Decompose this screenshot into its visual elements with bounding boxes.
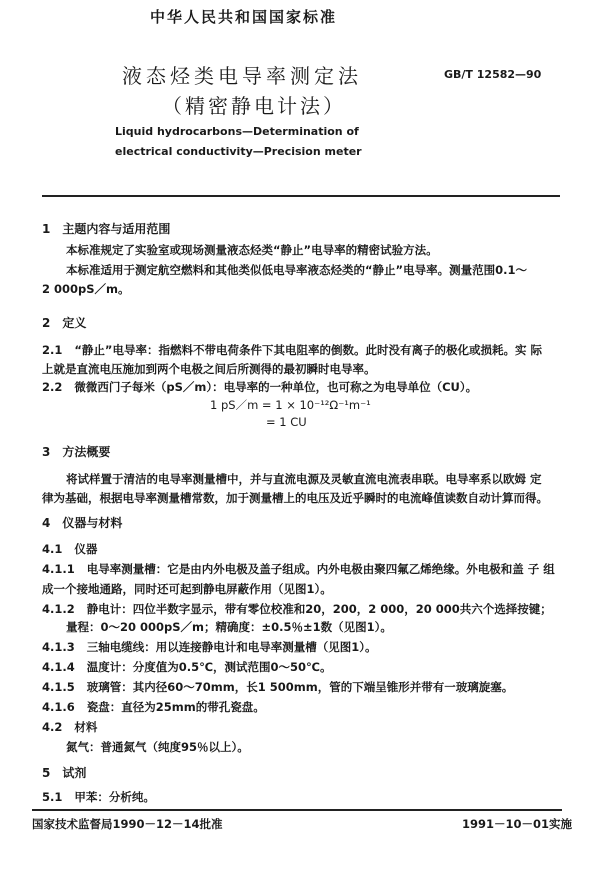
clause-4-1-1: 4.1.1 电导率测量槽：它是由内外电极及盖子组成。内外电极由聚四氟乙烯绝缘。外电极和盖 子 组 <box>42 562 555 576</box>
paragraph: 成一个接地通路，同时还可起到静电屏蔽作用（见图1）。 <box>42 582 332 596</box>
clause-4-1-6: 4.1.6 瓷盘：直径为25mm的带孔瓷盘。 <box>42 700 265 714</box>
clause-4-1-2: 4.1.2 静电计：四位半数字显示，带有零位校准和20，200，2 000，20 000共六个选择按键； <box>42 602 552 616</box>
clause-2-1: 2.1 “静止”电导率：指燃料不带电荷条件下其电阻率的倒数。此时没有离子的极化或损耗。实 际 <box>42 343 542 357</box>
clause-2-2: 2.2 微微西门子每米（pS／m）：电导率的一种单位，也可称之为电导单位（CU）。 <box>42 380 478 394</box>
paragraph: 将试样置于清洁的电导率测量槽中，并与直流电源及灵敏直流电流表串联。电导率系以欧姆 定 <box>66 472 542 486</box>
document-subtitle: （精密静电计法） <box>162 94 346 118</box>
document-title: 液态烃类电导率测定法 <box>122 64 362 88</box>
clause-4-2: 4.2 材料 <box>42 720 98 734</box>
header-divider <box>42 195 560 197</box>
paragraph: 律为基础，根据电导率测量槽常数，加于测量槽上的电压及近乎瞬时的电流峰值读数自动计算而得。 <box>42 491 548 505</box>
paragraph: 氮气：普通氮气（纯度95％以上）。 <box>66 740 249 754</box>
section-2-heading: 2 定义 <box>42 316 87 330</box>
paragraph: 2 000pS／m。 <box>42 282 130 296</box>
english-title-line2: electrical conductivity—Precision meter <box>115 145 362 158</box>
section-1-heading: 1 主题内容与适用范围 <box>42 222 171 236</box>
clause-4-1-3: 4.1.3 三轴电缆线：用以连接静电计和电导率测量槽（见图1）。 <box>42 640 377 654</box>
standard-number: GB/T 12582—90 <box>444 68 542 81</box>
paragraph: 本标准规定了实验室或现场测量液态烃类“静止”电导率的精密试验方法。 <box>66 243 438 257</box>
clause-5-1: 5.1 甲苯：分析纯。 <box>42 790 155 804</box>
effective-date: 1991－10－01实施 <box>462 817 573 831</box>
english-title-line1: Liquid hydrocarbons—Determination of <box>115 125 359 138</box>
paragraph: 量程：0～20 000pS／m；精确度：±0.5％±1数（见图1）。 <box>66 620 392 634</box>
section-5-heading: 5 试剂 <box>42 766 87 780</box>
section-4-heading: 4 仪器与材料 <box>42 516 123 530</box>
footer-divider <box>32 809 562 811</box>
national-standard-heading: 中华人民共和国国家标准 <box>150 8 338 26</box>
section-3-heading: 3 方法概要 <box>42 445 111 459</box>
approval-date: 国家技术监督局1990－12－14批准 <box>32 817 223 831</box>
formula: = 1 CU <box>266 415 307 429</box>
formula: 1 pS／m = 1 × 10⁻¹²Ω⁻¹m⁻¹ <box>210 398 371 412</box>
paragraph: 上就是直流电压施加到两个电极之间后所测得的最初瞬时电导率。 <box>42 362 376 376</box>
clause-4-1: 4.1 仪器 <box>42 542 98 556</box>
paragraph: 本标准适用于测定航空燃料和其他类似低电导率液态烃类的“静止”电导率。测量范围0.1～ <box>66 263 527 277</box>
clause-4-1-5: 4.1.5 玻璃管：其内径60～70mm，长1 500mm，管的下端呈锥形并带有一玻璃旋塞。 <box>42 680 514 694</box>
clause-4-1-4: 4.1.4 温度计：分度值为0.5℃，测试范围0～50℃。 <box>42 660 332 674</box>
